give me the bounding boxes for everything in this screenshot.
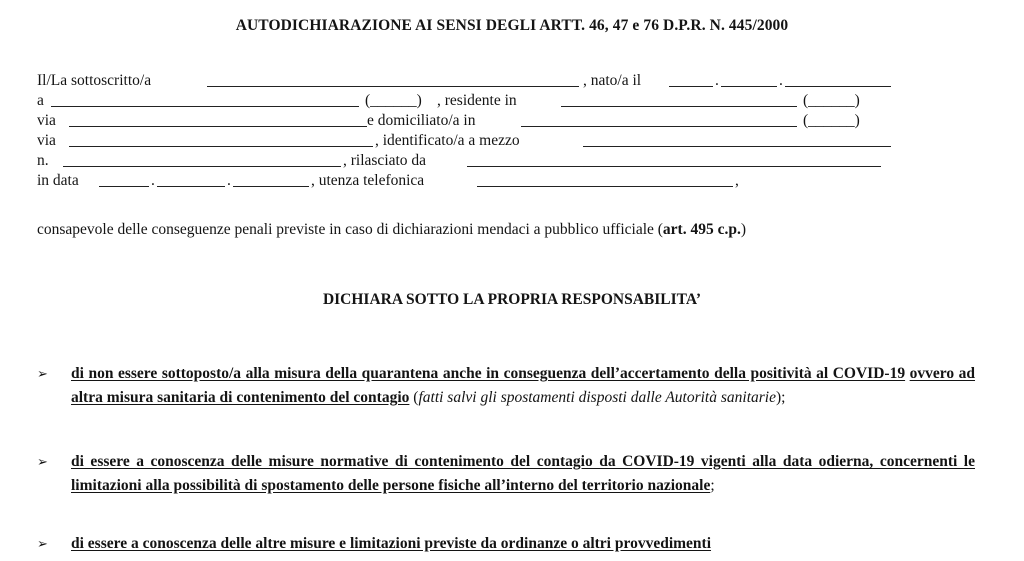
label-residente: , residente in: [437, 92, 517, 109]
field-birth-month[interactable]: [721, 86, 777, 87]
field-issue-year[interactable]: [233, 186, 309, 187]
label-sottoscritto: Il/La sottoscritto/a: [37, 72, 152, 89]
label-via: via: [37, 112, 56, 129]
field-domicile[interactable]: [521, 126, 797, 127]
form-line-name: Il/La sottoscritto/a , nato/a il . .: [37, 71, 977, 91]
field-issue-month[interactable]: [157, 186, 225, 187]
label-a: a: [37, 92, 44, 109]
form-line-street: [37, 111, 977, 131]
label-identificato: , identificato/a a mezzo: [375, 132, 520, 149]
arrow-bullet-icon: ➢: [37, 454, 48, 469]
field-birth-province[interactable]: (______): [365, 92, 422, 109]
declaration-heading: DICHIARA SOTTO LA PROPRIA RESPONSABILITA’: [322, 291, 702, 308]
document-page: AUTODICHIARAZIONE AI SENSI DEGLI ARTT. 46, 47 e 76 D.P.R. N. 445/2000 Il/La sottoscritto/a , nato/a il . . a (______) , residente in (______) via e domiciliato/a in (______) via , identificato/a a mezzo n. , rilasciato da in data . . , utenza telefonica , consapevole delle conseguenze penali previste in caso di dichiarazioni mendaci a pubblico ufficiale (art. 495 c.p.) DICHIARA SOTTO LA PROPRIA RESPONSABILITA’ ➢ di non essere sottoposto/a alla misura della quarantena anche in conseguenza dell’accertamento della positività al COVID-19 ovvero ad altra misura sanitaria di contenimento del contagio (fatti salvi gli spostamenti disposti dalle Autorità sanitarie); ➢ di essere a conoscenza delle misure normative di contenimento del contagio da COVID-19 vigenti alla data odierna, concernenti le limitazioni alla possibilità di spostamento delle persone fisiche all’interno del territorio nazionale; ➢ di essere a conoscenza delle altre misure e limitazioni previste da ordinanze o altri provvedimenti: [0, 0, 1024, 561]
form-line-number: [37, 151, 977, 171]
arrow-bullet-icon: ➢: [37, 536, 48, 551]
field-birthplace[interactable]: [51, 106, 359, 107]
field-id-number[interactable]: [63, 166, 341, 167]
consapevole-paragraph: consapevole delle conseguenze penali previste in caso di dichiarazioni mendaci a pubblico ufficiale (art. 495 c.p.): [37, 221, 747, 238]
label-domiciliato: e domiciliato/a in: [367, 112, 476, 129]
label-via-2: via: [37, 132, 56, 149]
field-phone[interactable]: [477, 186, 733, 187]
label-n: n.: [37, 152, 49, 169]
field-residence[interactable]: [561, 106, 797, 107]
comma: ,: [735, 172, 739, 189]
field-issue-day[interactable]: [99, 186, 149, 187]
field-street[interactable]: [69, 126, 367, 127]
field-birth-day[interactable]: [669, 86, 713, 87]
field-issued-by[interactable]: [467, 166, 881, 167]
form-line-birthplace: [37, 91, 977, 111]
arrow-bullet-icon: ➢: [37, 366, 48, 381]
form-line-street-id: [37, 131, 977, 151]
label-in-data: in data: [37, 172, 79, 189]
label-nato: , nato/a il: [583, 72, 642, 89]
form-line-date-phone: in data . . , utenza telefonica ,: [37, 172, 739, 189]
article-reference: art. 495 c.p.: [662, 221, 741, 238]
field-residence-province[interactable]: (______): [803, 92, 860, 109]
label-rilasciato: , rilasciato da: [343, 152, 427, 169]
field-name[interactable]: [207, 86, 579, 87]
document-title: AUTODICHIARAZIONE AI SENSI DEGLI ARTT. 46, 47 e 76 D.P.R. N. 445/2000: [235, 17, 789, 34]
field-domicile-street[interactable]: [69, 146, 373, 147]
field-domicile-province[interactable]: (______): [803, 112, 860, 129]
field-birth-year[interactable]: [785, 86, 891, 87]
label-utenza: , utenza telefonica: [311, 172, 425, 189]
field-id-document[interactable]: [583, 146, 891, 147]
